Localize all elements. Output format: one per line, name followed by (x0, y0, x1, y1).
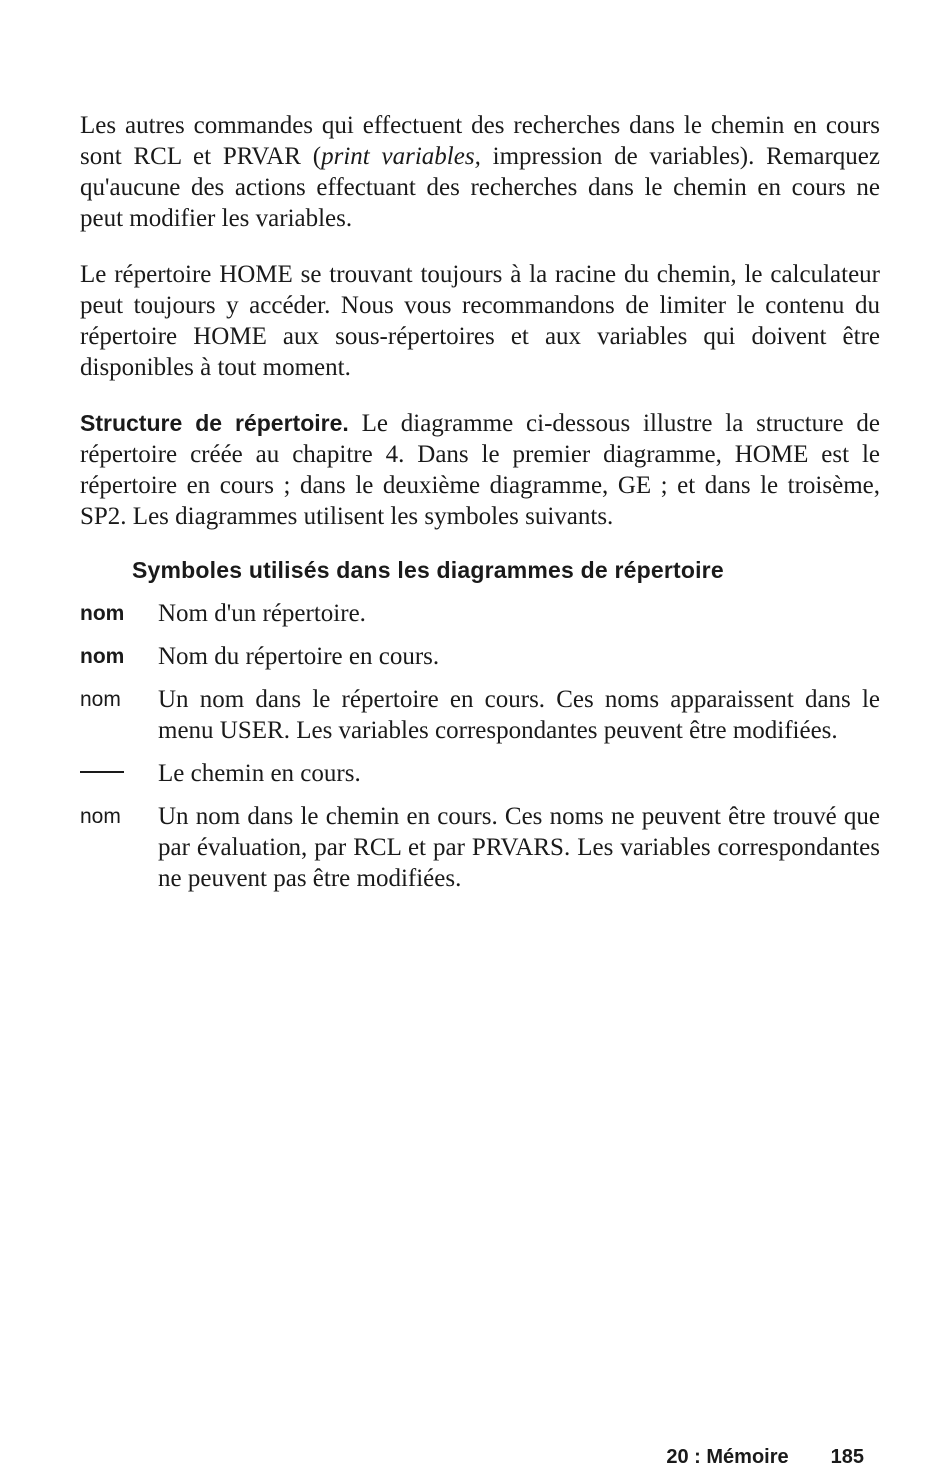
symbol-item-name-in-current-path (80, 801, 880, 894)
directory-structure-body: Le diagramme ci-dessous illustre la structure de répertoire créée au chapitre 4. Dans le premier diagramme, HOME est le répertoire en cours ; dans le deuxième diagramme, GE ; et dans le troisème, SP2. Les diagrammes utilisent les symboles suivants. (80, 410, 880, 530)
directory-structure-lead: Structure de répertoire. (80, 410, 349, 436)
paragraph-search-commands-rest: impression de variables). Remarquez qu'aucune des actions effectuant des recherches dans le chemin en cours ne peut modifier les variables. (80, 143, 881, 232)
symbol-desc: Le chemin en cours. (158, 760, 361, 787)
print-variables-italic: print variables, (321, 143, 481, 170)
symbol-item-current-directory (80, 641, 880, 672)
paragraph-search-commands-text: Les autres commandes qui effectuent des recherches dans le chemin en cours sont RCL et PRVAR ( (80, 112, 880, 170)
chapter-title: 20 : Mémoire (666, 1446, 789, 1468)
symbol-desc: Nom du répertoire en cours. (158, 643, 440, 670)
paragraph-directory-structure (80, 408, 880, 532)
page-number: 185 (830, 1446, 864, 1468)
symbol-key-plain: nom (80, 805, 121, 828)
symbols-list (80, 598, 880, 894)
symbol-item-current-path (80, 758, 880, 789)
symbol-key-line (80, 758, 158, 789)
path-line-symbol (80, 771, 124, 773)
symbol-key-plain: nom (80, 688, 121, 711)
symbol-key-bold: nom (80, 602, 125, 625)
symbol-desc: Nom d'un répertoire. (158, 600, 366, 627)
symbol-key-bold: nom (80, 645, 125, 668)
symbol-desc: Un nom dans le répertoire en cours. Ces noms apparaissent dans le menu USER. Les variables correspondantes peuvent être modifiées. (158, 686, 880, 744)
symbol-desc: Un nom dans le chemin en cours. Ces noms ne peuvent être trouvé que par évaluation, par RCL et par PRVARS. Les variables correspondantes ne peuvent pas être modifiées. (158, 803, 880, 892)
symbol-item-directory-name (80, 598, 880, 629)
paragraph-home-directory: Le répertoire HOME se trouvant toujours à la racine du chemin, le calculateur peut toujours y accéder. Nous vous recommandons de limiter le contenu du répertoire HOME aux sous-répertoires et aux variables qui doivent être disponibles à tout moment. (80, 261, 880, 381)
page-body (80, 110, 880, 906)
symbols-heading: Symboles utilisés dans les diagrammes de répertoire (132, 557, 724, 583)
paragraph-search-commands (80, 110, 880, 234)
page-footer (666, 1446, 864, 1469)
symbol-item-name-in-current-directory (80, 684, 880, 746)
